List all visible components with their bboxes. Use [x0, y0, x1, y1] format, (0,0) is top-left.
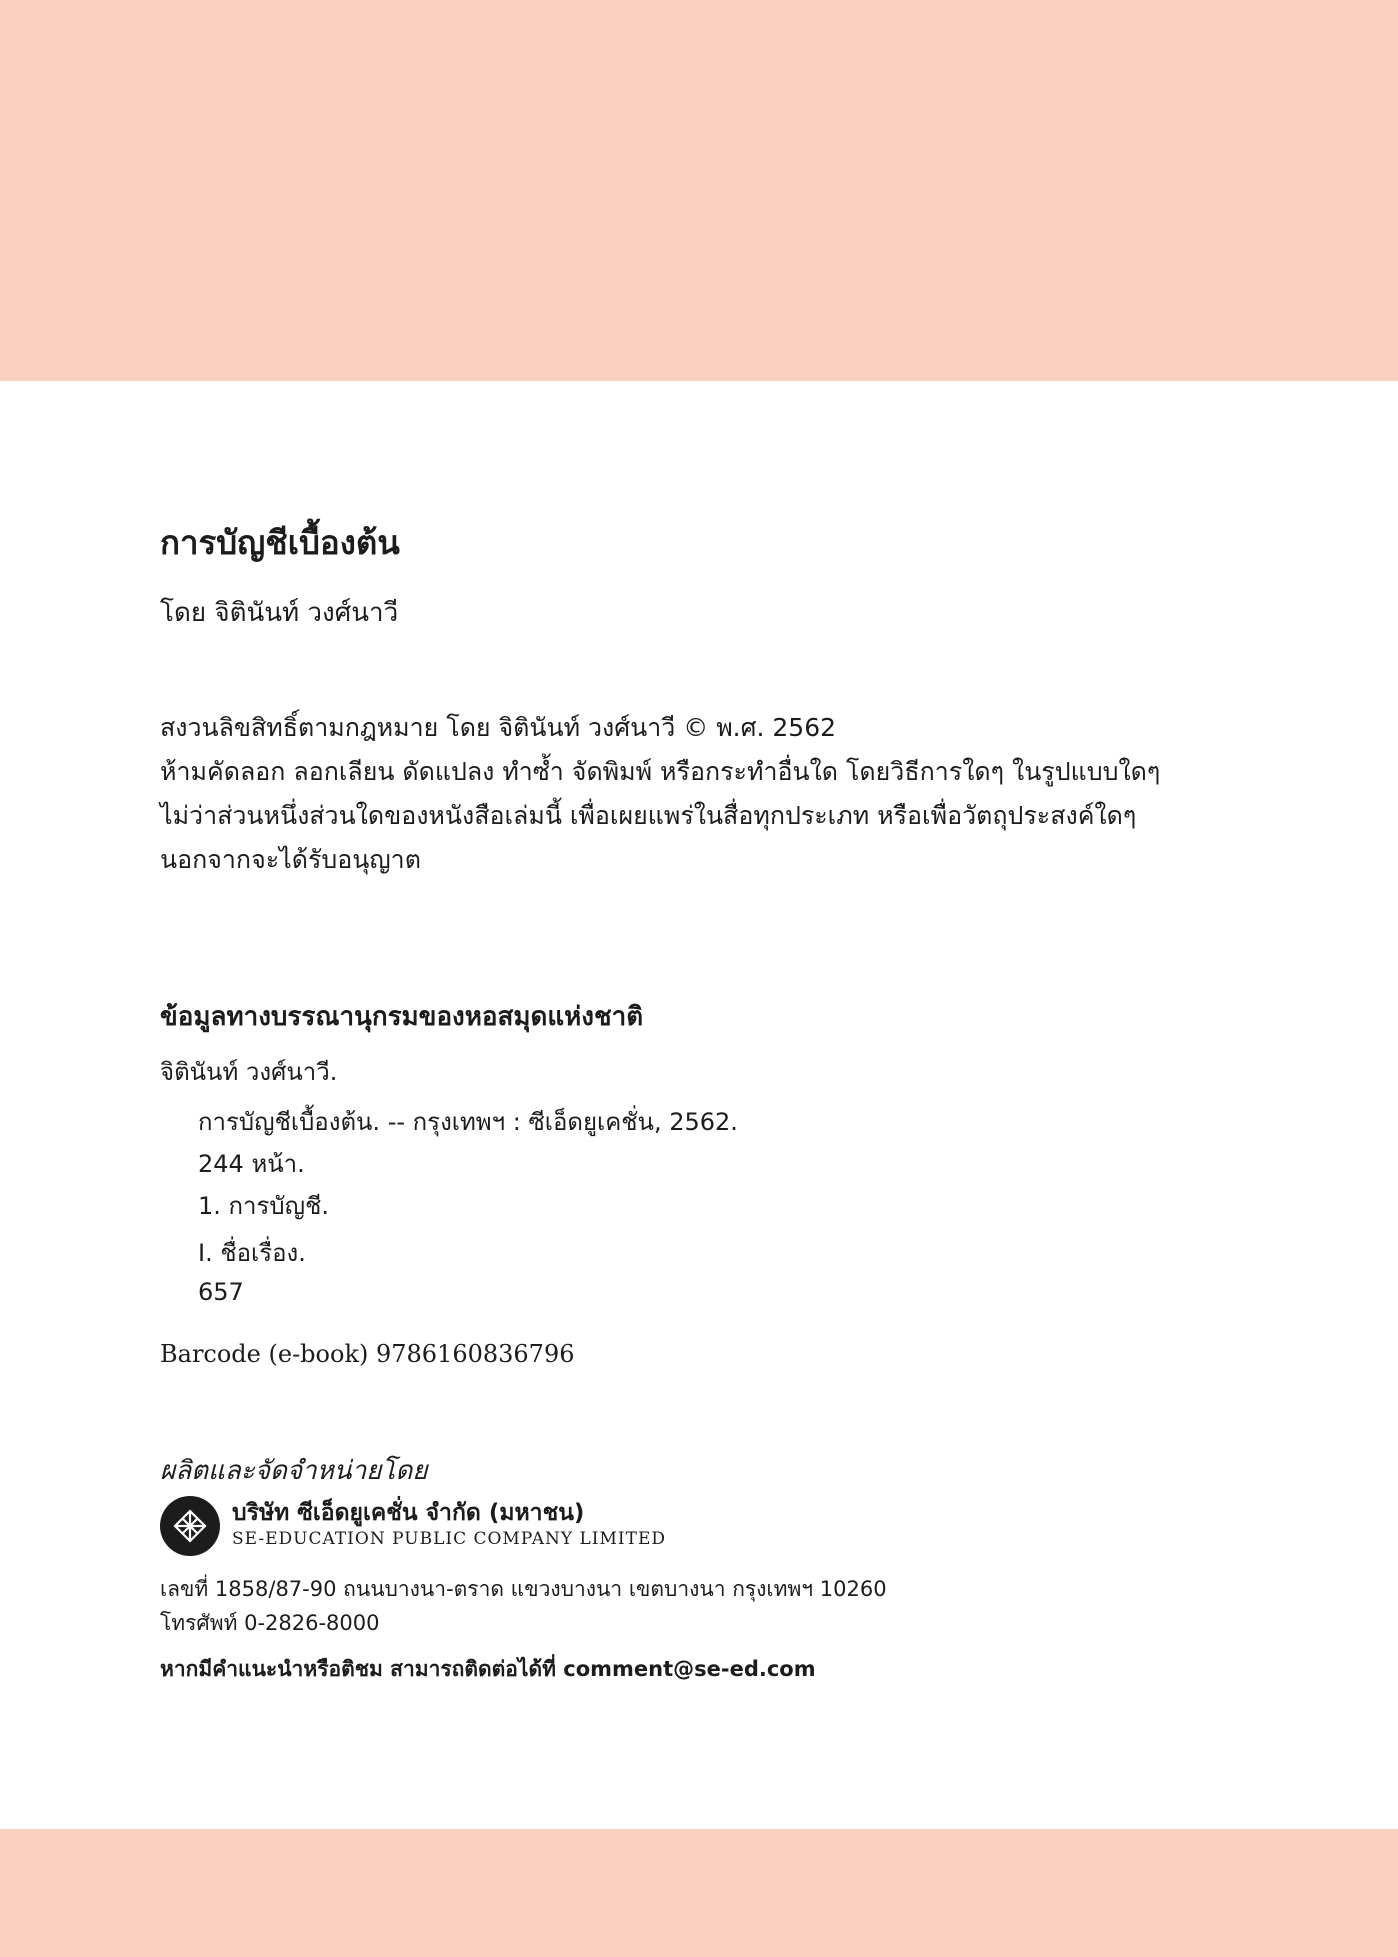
se-ed-logo-icon — [160, 1496, 220, 1556]
feedback-contact: หากมีคำแนะนำหรือติชม สามารถติดต่อได้ที่ comment@se-ed.com — [160, 1657, 816, 1681]
copyright-line: ไม่ว่าส่วนหนึ่งส่วนใดของหนังสือเล่มนี้ เพื่อเผยแพร่ในสื่อทุกประเภท หรือเพื่อวัตถุประสงค์ใดๆ — [160, 801, 1137, 830]
cip-entry: 244 หน้า. — [198, 1150, 305, 1178]
copyright-line: สงวนลิขสิทธิ์ตามกฎหมาย โดย จิตินันท์ วงศ์นาวี © พ.ศ. 2562 — [160, 713, 837, 742]
copyright-notice — [160, 706, 1160, 882]
se-ed-logo-mark — [172, 1508, 208, 1544]
book-author: โดย จิตินันท์ วงศ์นาวี — [160, 598, 399, 628]
bottom-color-band — [0, 1829, 1398, 1957]
cip-entry: 657 — [198, 1278, 244, 1306]
publisher-phone: โทรศัพท์ 0-2826-8000 — [160, 1611, 380, 1635]
barcode-isbn: Barcode (e-book) 9786160836796 — [160, 1340, 575, 1368]
top-color-band — [0, 0, 1398, 381]
copyright-line: นอกจากจะได้รับอนุญาต — [160, 845, 421, 874]
cip-entry: I. ชื่อเรื่อง. — [198, 1239, 306, 1267]
publisher-address: เลขที่ 1858/87-90 ถนนบางนา-ตราด แขวงบางนา เขตบางนา กรุงเทพฯ 10260 — [160, 1577, 887, 1601]
publisher-label: ผลิตและจัดจำหน่ายโดย — [160, 1456, 428, 1486]
cip-author: จิตินันท์ วงศ์นาวี. — [160, 1058, 338, 1086]
publisher-name-thai: บริษัท ซีเอ็ดยูเคชั่น จำกัด (มหาชน) — [232, 1500, 585, 1526]
cip-entry: 1. การบัญชี. — [198, 1192, 330, 1220]
cip-heading: ข้อมูลทางบรรณานุกรมของหอสมุดแห่งชาติ — [160, 1002, 644, 1032]
cip-entry: การบัญชีเบื้องต้น. -- กรุงเทพฯ : ซีเอ็ดยูเคชั่น, 2562. — [198, 1108, 738, 1136]
book-title: การบัญชีเบื้องต้น — [160, 523, 400, 562]
publisher-name-english: SE-EDUCATION PUBLIC COMPANY LIMITED — [232, 1529, 666, 1549]
copyright-line: ห้ามคัดลอก ลอกเลียน ดัดแปลง ทำซ้ำ จัดพิมพ์ หรือกระทำอื่นใด โดยวิธีการใดๆ ในรูปแบบใดๆ — [160, 757, 1161, 786]
publisher-address-block — [160, 1572, 887, 1640]
